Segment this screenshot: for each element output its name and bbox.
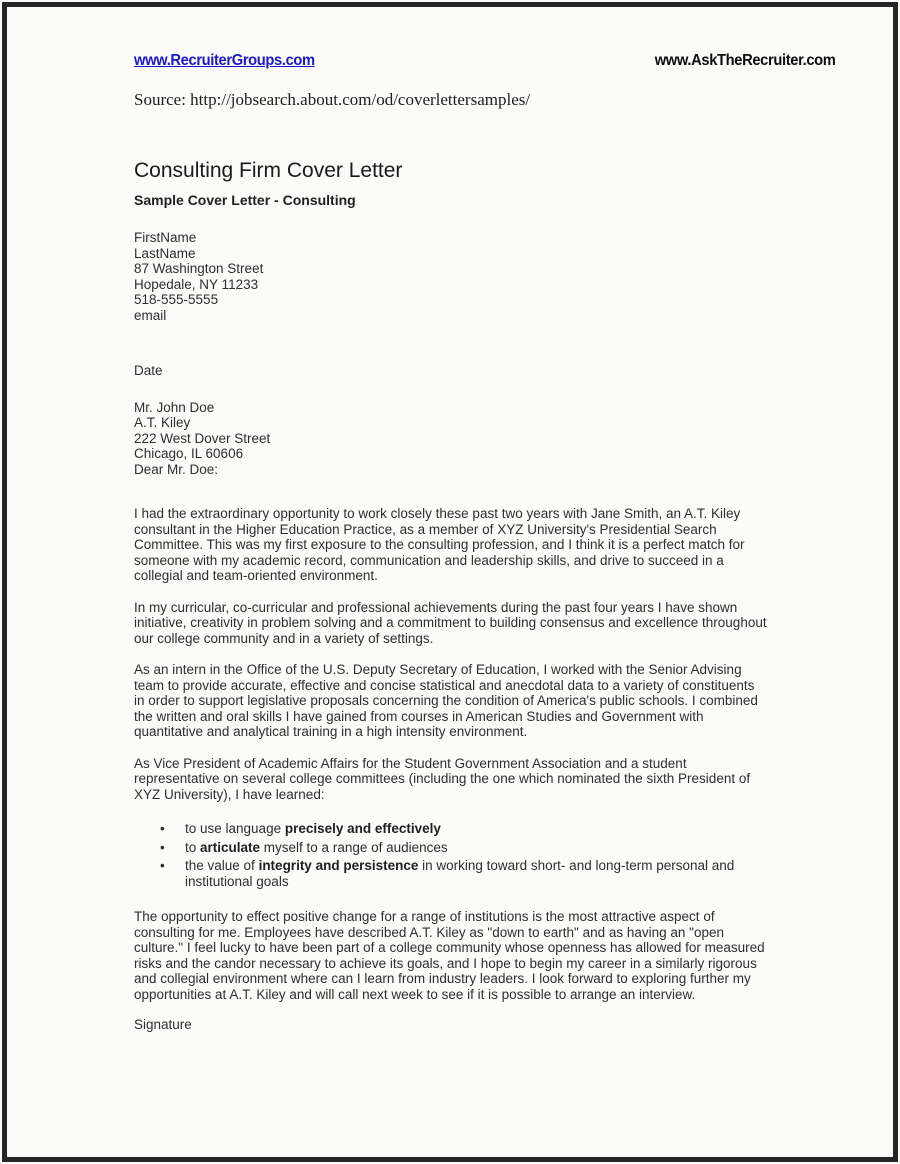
sender-street: 87 Washington Street xyxy=(134,261,264,276)
sender-last-name: LastName xyxy=(134,245,196,261)
bullet-bold-text: articulate xyxy=(200,839,261,855)
recipient-street: 222 West Dover Street xyxy=(134,430,271,446)
recipient-company: A.T. Kiley xyxy=(134,415,191,430)
sender-email: email xyxy=(134,307,167,323)
page-content xyxy=(134,0,835,1033)
skills-bullet-list xyxy=(134,821,785,889)
asktherecruiter-link[interactable]: www.AskTheRecruiter.com xyxy=(654,52,835,69)
paragraph-2: In my curricular, co-curricular and professional achievements during the past four years I have shown initiative, creativity in problem solving and a commitment to building consensus and excellence throughout our college community and in a variety of settings. xyxy=(134,599,767,646)
recipient-name: Mr. John Doe xyxy=(134,399,215,415)
recipient-city-state-zip: Chicago, IL 60606 xyxy=(134,446,244,461)
bullet-item xyxy=(185,858,785,889)
source-line: Source: http://jobsearch.about.com/od/coverlettersamples/ xyxy=(134,90,531,109)
closing-paragraph: The opportunity to effect positive change for a range of institutions is the most attractive aspect of consulting for me. Employees have described A.T. Kiley as "down to earth" and as having an "open culture." I feel lucky to have been part of a college community whose openness has allowed for measured risks and the candor necessary to achieve its goals, and I hope to begin my career in a similarly rigorous and collegial environment where can I learn from industry leaders. I look forward to exploring further my opportunities at A.T. Kiley and will call next week to see if it is possible to arrange an interview. xyxy=(134,909,765,1002)
bullet-text: to use language xyxy=(185,821,285,836)
date-line: Date xyxy=(134,363,163,378)
salutation: Dear Mr. Doe: xyxy=(134,461,219,477)
bullet-text: to xyxy=(185,839,201,855)
header xyxy=(134,52,835,70)
bullet-item xyxy=(185,821,785,837)
sender-address-block xyxy=(134,230,835,323)
bullet-text: in working toward short- and long-term personal and institutional goals xyxy=(185,858,735,889)
bullet-text: the value of xyxy=(185,858,259,873)
recipient-address-block xyxy=(134,400,835,478)
page-title: Consulting Firm Cover Letter xyxy=(134,159,403,182)
sender-first-name: FirstName xyxy=(134,230,197,245)
paragraph-4: As Vice President of Academic Affairs for the Student Government Association and a student representative on several college committees (including the one which nominated the sixth President of XYZ University), I have learned: xyxy=(134,755,751,802)
page-subtitle: Sample Cover Letter - Consulting xyxy=(134,192,356,208)
bullet-item xyxy=(185,840,785,856)
paragraph-1: I had the extraordinary opportunity to work closely these past two years with Jane Smith, an A.T. Kiley consultant in the Higher Education Practice, as a member of XYZ University's Presidential Search Committee. This was my first exposure to the consulting profession, and I think it is a perfect match for someone with my academic record, communication and leadership skills, and drive to succeed in a collegial and team-oriented environment. xyxy=(134,506,745,583)
bullet-bold-text: integrity and persistence xyxy=(258,858,419,873)
bullet-text: myself to a range of audiences xyxy=(260,839,448,855)
paragraph-3: As an intern in the Office of the U.S. Deputy Secretary of Education, I worked with the Senior Advising team to provide accurate, effective and concise statistical and anecdotal data to a variety of constituents in order to support legislative proposals concerning the condition of America's public schools. I combined the written and oral skills I have gained from courses in American Studies and Government with quantitative and analytical training in a high intensity environment. xyxy=(134,662,758,739)
signature-line: Signature xyxy=(134,1017,192,1032)
bullet-bold-text: precisely and effectively xyxy=(284,821,441,836)
sender-city-state-zip: Hopedale, NY 11233 xyxy=(134,276,259,292)
sender-phone: 518-555-5555 xyxy=(134,292,219,307)
recruitergroups-link[interactable]: www.RecruiterGroups.com xyxy=(134,52,315,69)
